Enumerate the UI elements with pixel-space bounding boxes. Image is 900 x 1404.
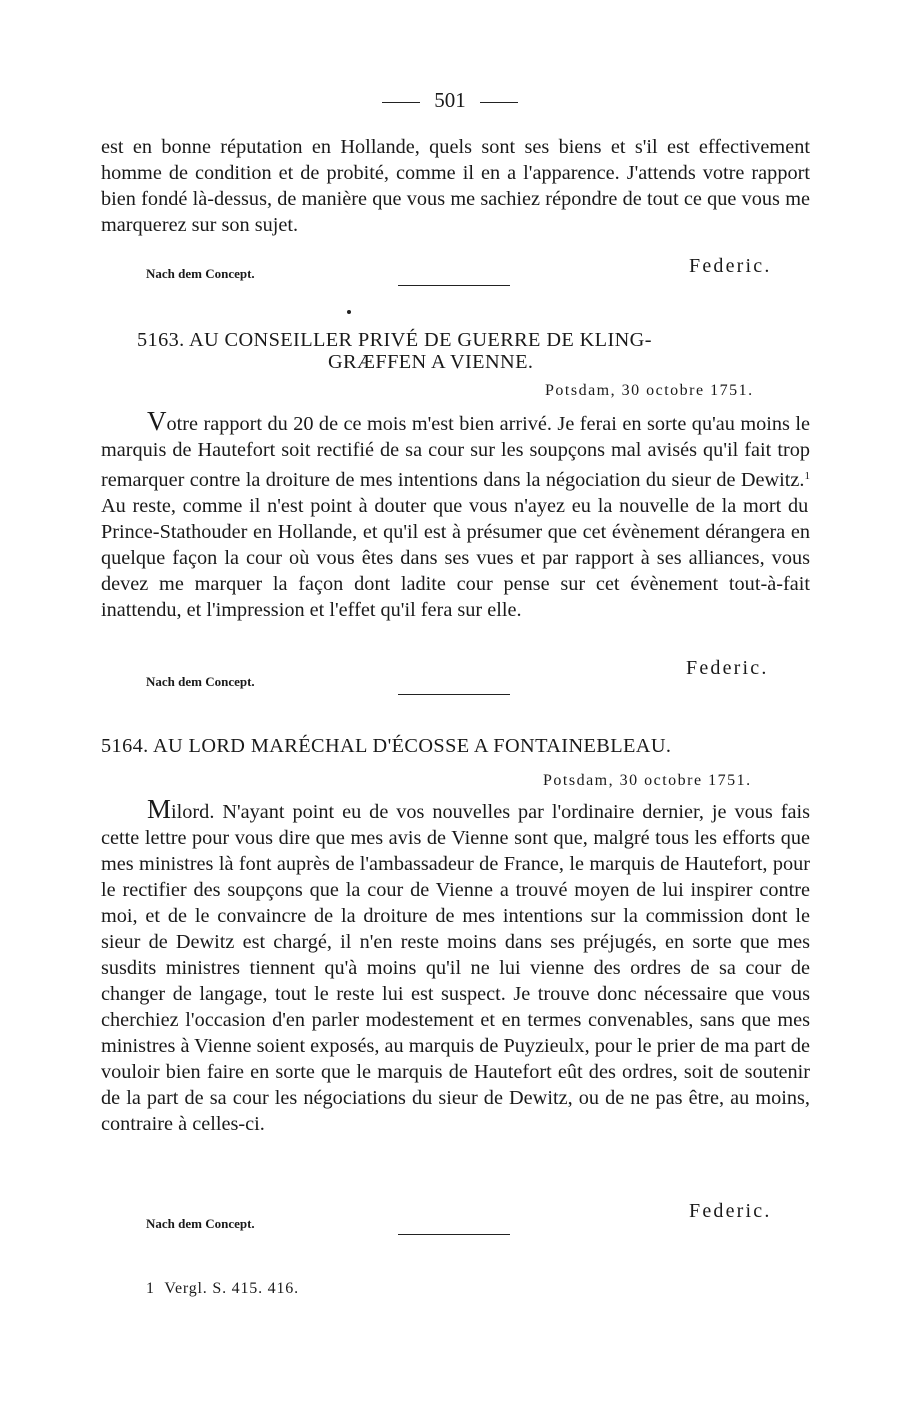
footnote-marker: 1 (146, 1280, 155, 1297)
page-number: 501 (434, 88, 466, 112)
footnote-text: Vergl. S. 415. 416. (164, 1280, 299, 1297)
letter-5163-text-a: otre rapport du 20 de ce mois m'est bien arrivé. Je ferai en sorte qu'au moins le marquis de Hautefort soit rectifié de sa cour sur les soupçons mal avisés qu'il fait trop remarquer contre la droiture de mes intentions dans la négociation du sieur de Dewitz. (101, 413, 810, 491)
letter-5163-concept-note: Nach dem Concept. (146, 674, 255, 689)
letter-5164-heading: 5164. AU LORD MARÉCHAL D'ÉCOSSE A FONTAINEBLEAU. (101, 735, 672, 757)
letter-5164-signature: Federic. (689, 1200, 772, 1222)
header-dash-right (480, 102, 518, 103)
separator-rule (398, 1234, 510, 1235)
footnote (146, 1280, 299, 1298)
letter-5164-body (101, 796, 810, 1137)
separator-rule (398, 694, 510, 695)
footnote-reference: 1 (804, 470, 810, 482)
letter-5164-place-date: Potsdam, 30 octobre 1751. (543, 772, 752, 789)
letter-5163-heading-line1: 5163. AU CONSEILLER PRIVÉ DE GUERRE DE KLING- (137, 329, 652, 351)
letter-5163-text-b: Au reste, comme il n'est point à douter que vous n'ayez eu la nouvelle de la mort du Prince-Stathouder en Hollande, et qu'il est à présumer que cet évènement dérangera en quelque façon la cour où vous êtes dans ses vues et par rapport à ses alliances, vous devez me marquer la façon dont ladite cour pense sur cet évènement tout-à-fait inattendu, et l'impression et l'effet qu'il fera sur elle. (101, 495, 810, 621)
header-dash-left (382, 102, 420, 103)
separator-rule (398, 285, 510, 286)
letter-5163-dropcap: V (147, 406, 167, 436)
continuation-signature: Federic. (689, 255, 772, 277)
letter-5163-body (101, 408, 810, 623)
ink-dot (347, 310, 351, 314)
continuation-concept-note: Nach dem Concept. (146, 266, 255, 281)
letter-5164-concept-note: Nach dem Concept. (146, 1216, 255, 1231)
letter-5163-heading-line2: GRÆFFEN A VIENNE. (328, 351, 534, 373)
continuation-paragraph: est en bonne réputation en Hollande, quels sont ses biens et s'il est effectivement homme de condition et de probité, comme il en a l'apparence. J'attends votre rapport bien fondé là-dessus, de manière que vous me sachiez répondre de tout ce que vous me marquerez sur son sujet. (101, 136, 810, 236)
page-header (0, 88, 900, 113)
letter-5164-dropcap: M (147, 794, 172, 824)
letter-5163-place-date: Potsdam, 30 octobre 1751. (545, 382, 754, 399)
letter-5163-signature: Federic. (686, 657, 769, 679)
letter-5164-text: ilord. N'ayant point eu de vos nouvelles par l'ordinaire dernier, je vous fais cette lettre pour vous dire que mes avis de Vienne sont que, malgré tous les efforts que mes ministres là font auprès de l'ambassadeur de France, le marquis de Hautefort, pour le rectifier des soupçons que la cour de Vienne a trouvé moyen de lui inspirer contre moi, et de le convaincre de la droiture de mes intentions sur la commission dont le sieur de Dewitz est chargé, il n'en reste moins dans ses préjugés, en sorte que mes susdits ministres tiennent qu'à moins qu'il ne lui vienne des ordres de sa cour de changer de langage, tout le reste lui est suspect. Je trouve donc nécessaire que vous cherchiez l'occasion d'en parler modestement et en termes convenables, sans que mes ministres à Vienne soient exposés, au marquis de Puyzieulx, pour le prier de ma part de vouloir bien faire en sorte que le marquis de Hautefort eût des ordres, soit de soutenir de la part de sa cour les négociations du sieur de Dewitz, ou de ne pas être, au moins, contraire à celles-ci. (101, 801, 810, 1135)
